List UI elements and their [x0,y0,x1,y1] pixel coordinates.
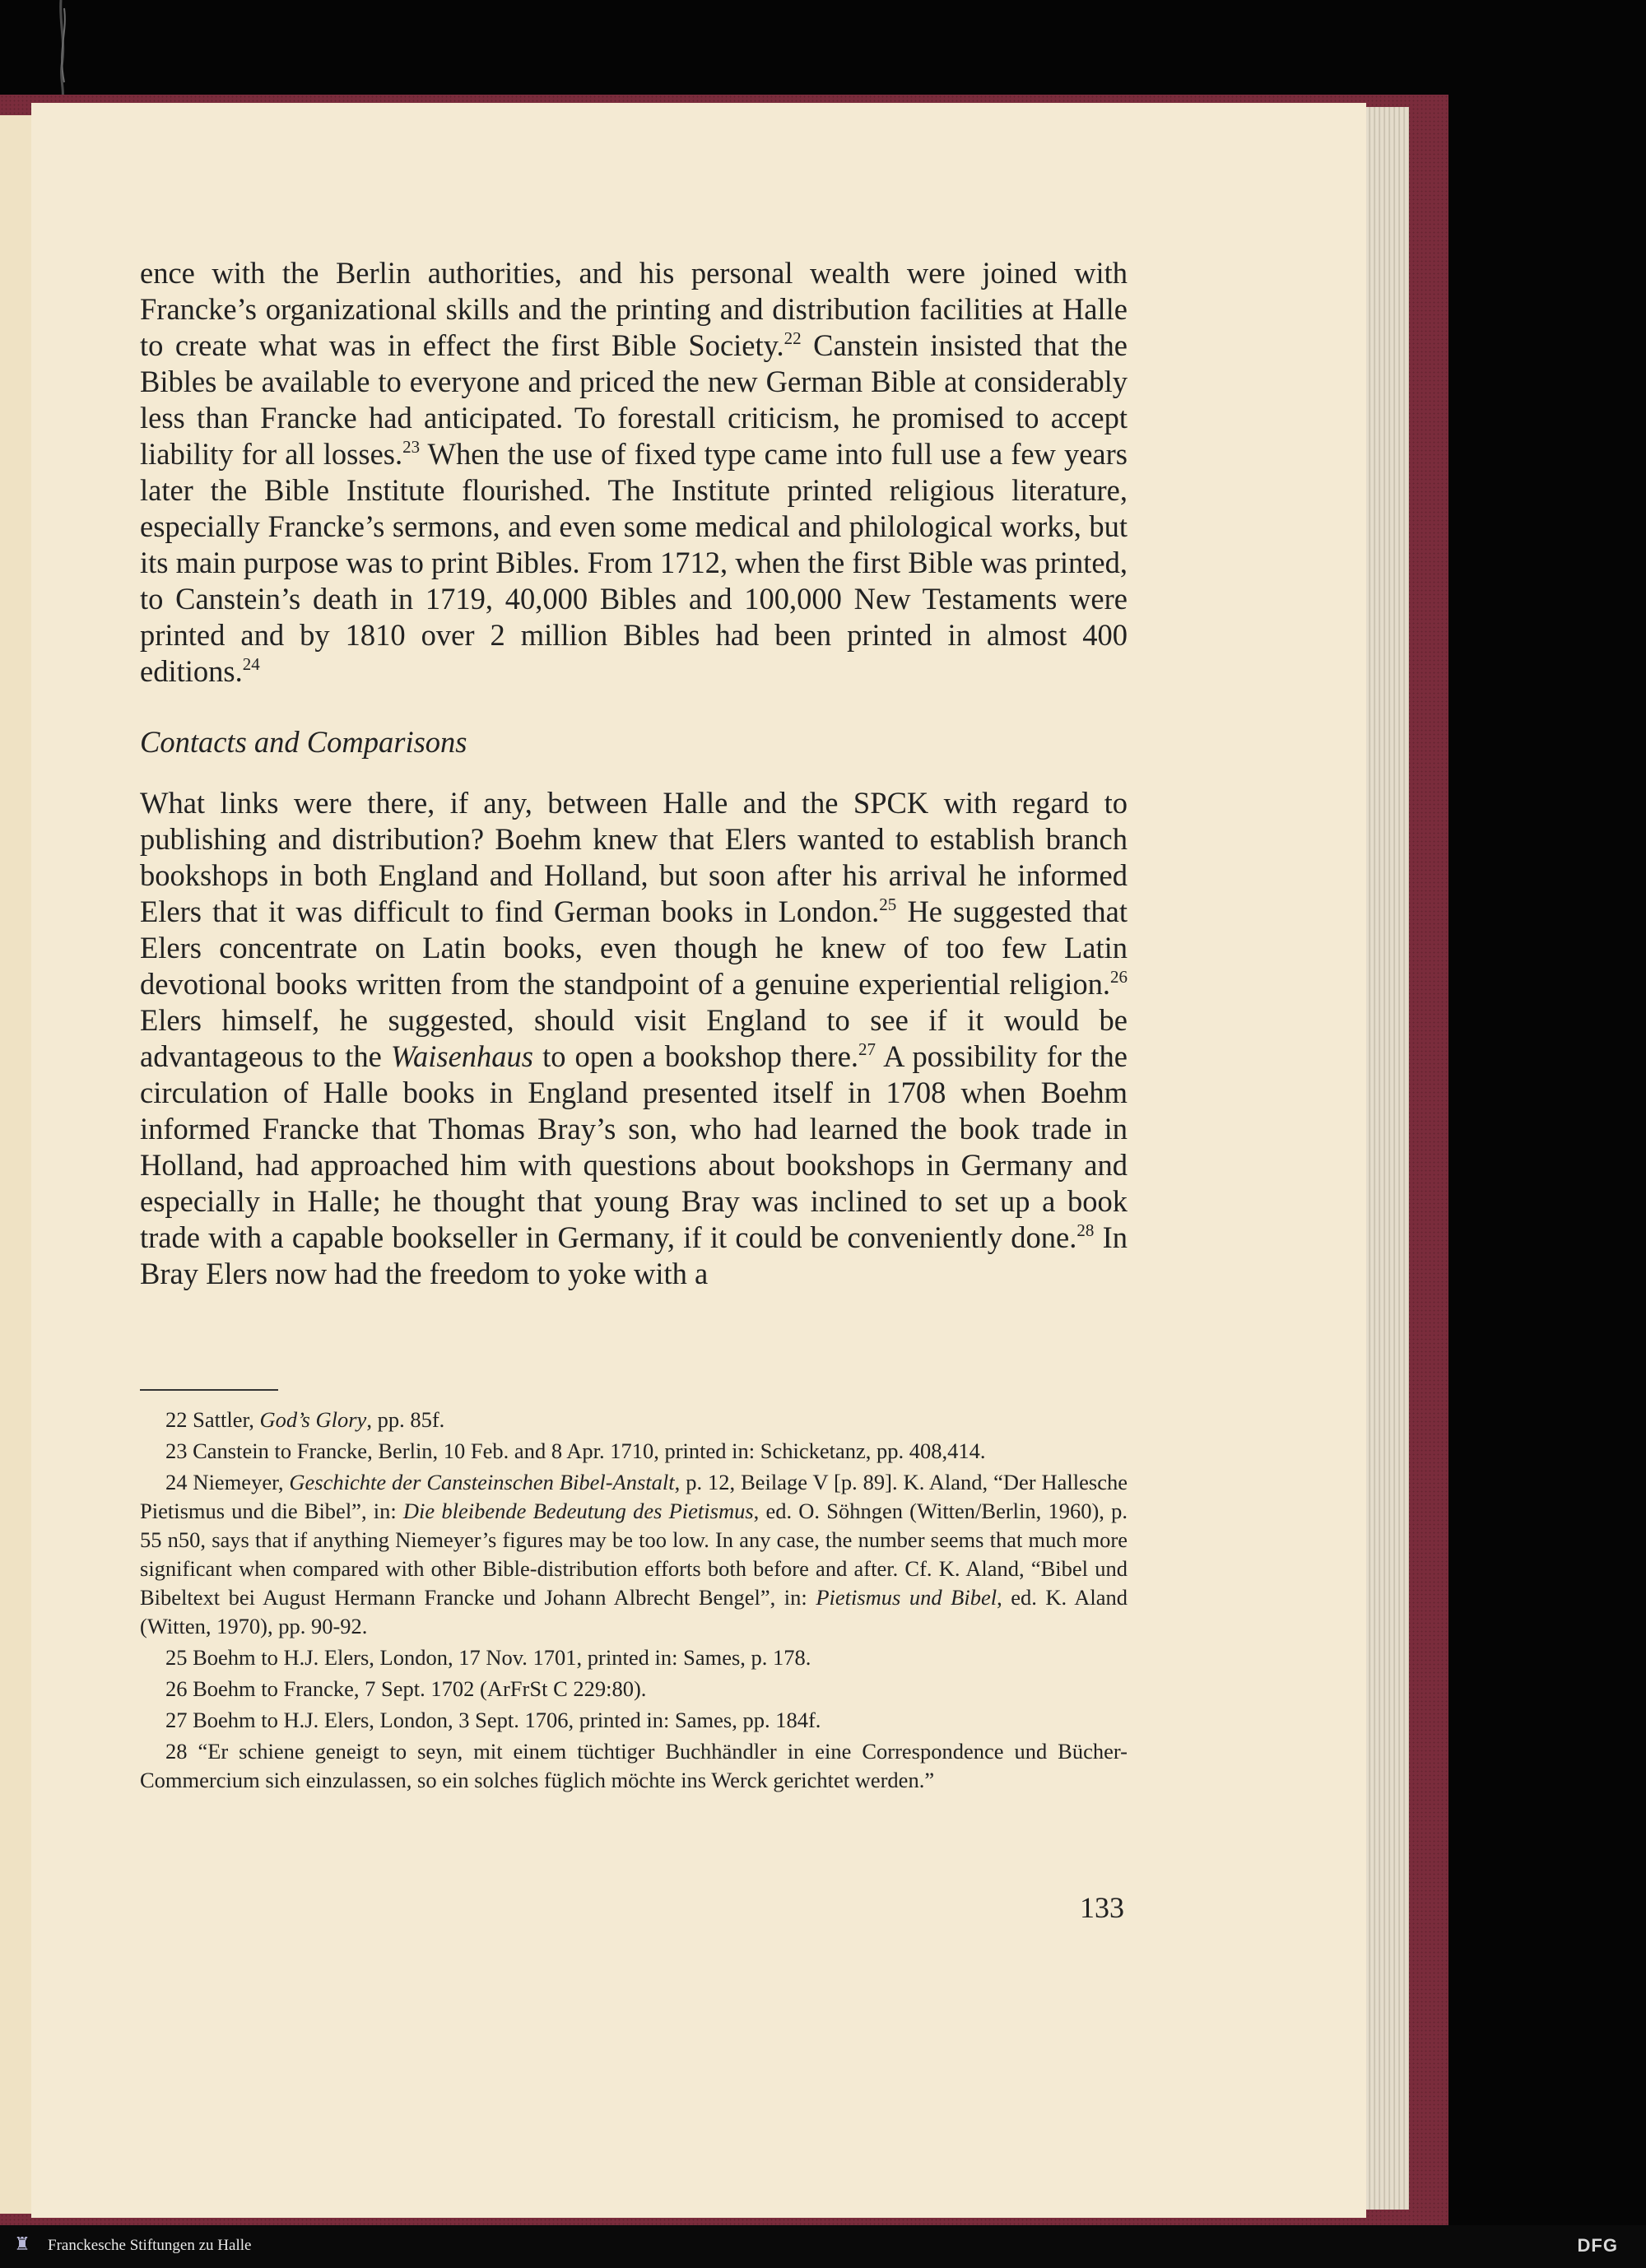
footnote-28: 28 “Er schiene geneigt to seyn, mit einem tüchtiger Buchhändler in eine Correspondence und Bücher-Commercium sich einzulassen, so ein solches füglich möchte ins Werck gerichtet werden.” [140,1739,1128,1792]
footnote-rule [140,1389,278,1391]
footnote-ref: 25 [879,895,897,914]
paragraph-2: What links were there, if any, between Halle and the SPCK with regard to publishing and distribution? Boehm knew that Elers wanted to establish branch bookshops in both England and Holland, but soon after his arrival he informed Elers that it was difficult to find German books in London.$^{25}$ He suggested that Elers concentrate on Latin books, even though he knew of too few Latin devotional books written from the standpoint of a genuine experiential religion.$^{26}$ Elers himself, he suggested, should visit England to see if it would be advantageous to the Waisenhaus to open a bookshop there.$^{27}$ A possibility for the circulation of Halle books in England presented itself in 1708 when Boehm informed Francke that Thomas Bray’s son, who had learned the book trade in Holland, had approached him with questions about bookshops in Germany and especially in Halle; he thought that young Bray was inclined to set up a book trade with a capable bookseller in Germany, if it could be conveniently done.$^{28}$ In Bray Elers now had the freedom to yoke with a [140,786,1128,1290]
bookmark-thread [49,0,74,99]
main-text [140,255,1128,1292]
footer-institution: Franckesche Stiftungen zu Halle [48,2237,252,2254]
paragraph-1: ence with the Berlin authorities, and his personal wealth were joined with Francke’s organizational skills and the printing and distribution facilities at Halle to create what was in effect the first Bible Society.$^{22}$ Canstein insisted that the Bibles be available to everyone and priced the new German Bible at considerably less than Francke had anticipated. To forestall criticism, he promised to accept liability for all losses.$^{23}$ When the use of fixed type came into full use a few years later the Bible Institute flourished. The Institute printed religious literature, especially Francke’s sermons, and even some medical and philological works, but its main purpose was to print Bibles. From 1712, when the first Bible was printed, to Canstein’s death in 1719, 40,000 Bibles and 100,000 New Testaments were printed and by 1810 over 2 million Bibles had been printed in almost 400 editions.$^{24}$ [140,256,1128,688]
footnote-ref: 23 [402,437,421,457]
footnote-ref: 27 [858,1039,876,1059]
footnote-ref: 22 [783,328,802,348]
footnote-25: 25 Boehm to H.J. Elers, London, 17 Nov. 1701, printed in: Sames, p. 178. [165,1645,811,1670]
section-heading: Contacts and Comparisons [140,725,467,759]
footnote-ref: 28 [1076,1220,1095,1240]
footnote-24: 24 Niemeyer, Geschichte der Cansteinschen Bibel-Anstalt, p. 12, Beilage V [p. 89]. K. Aland, “Der Hallesche Pietismus und die Bibel”, in: Die bleibende Bedeutung des Pietismus, ed. O. Söhngen (Witten/Berlin, 1960), p. 55 n50, says that if anything Niemeyer’s figures may be too low. In any case, the number seems that much more significant when compared with other Bible-distribution efforts both before and after. Cf. K. Aland, “Bibel und Bibeltext bei August Hermann Francke und Johann Albrecht Bengel”, in: Pietismus und Bibel, ed. K. Aland (Witten, 1970), pp. 90-92. [140,1470,1128,1638]
footnote-27: 27 Boehm to H.J. Elers, London, 3 Sept. 1706, printed in: Sames, pp. 184f. [165,1708,821,1732]
footnote-23: 23 Canstein to Francke, Berlin, 10 Feb. and 8 Apr. 1710, printed in: Schicketanz, pp. 408,414. [165,1438,986,1463]
footnote-26: 26 Boehm to Francke, 7 Sept. 1702 (ArFrSt C 229:80). [165,1676,647,1701]
institution-logo-icon: ♜ [14,2233,30,2254]
page-number: 133 [1080,1891,1124,1924]
dfg-logo: DFG [1577,2235,1618,2256]
footnote-22: 22 Sattler, God’s Glory, pp. 85f. [165,1407,445,1432]
footnote-ref: 24 [242,654,260,674]
facing-page-edge [0,115,33,2214]
footer-bar [0,2225,1646,2268]
footnotes [140,1406,1128,1797]
footnote-ref: 26 [1110,967,1128,987]
